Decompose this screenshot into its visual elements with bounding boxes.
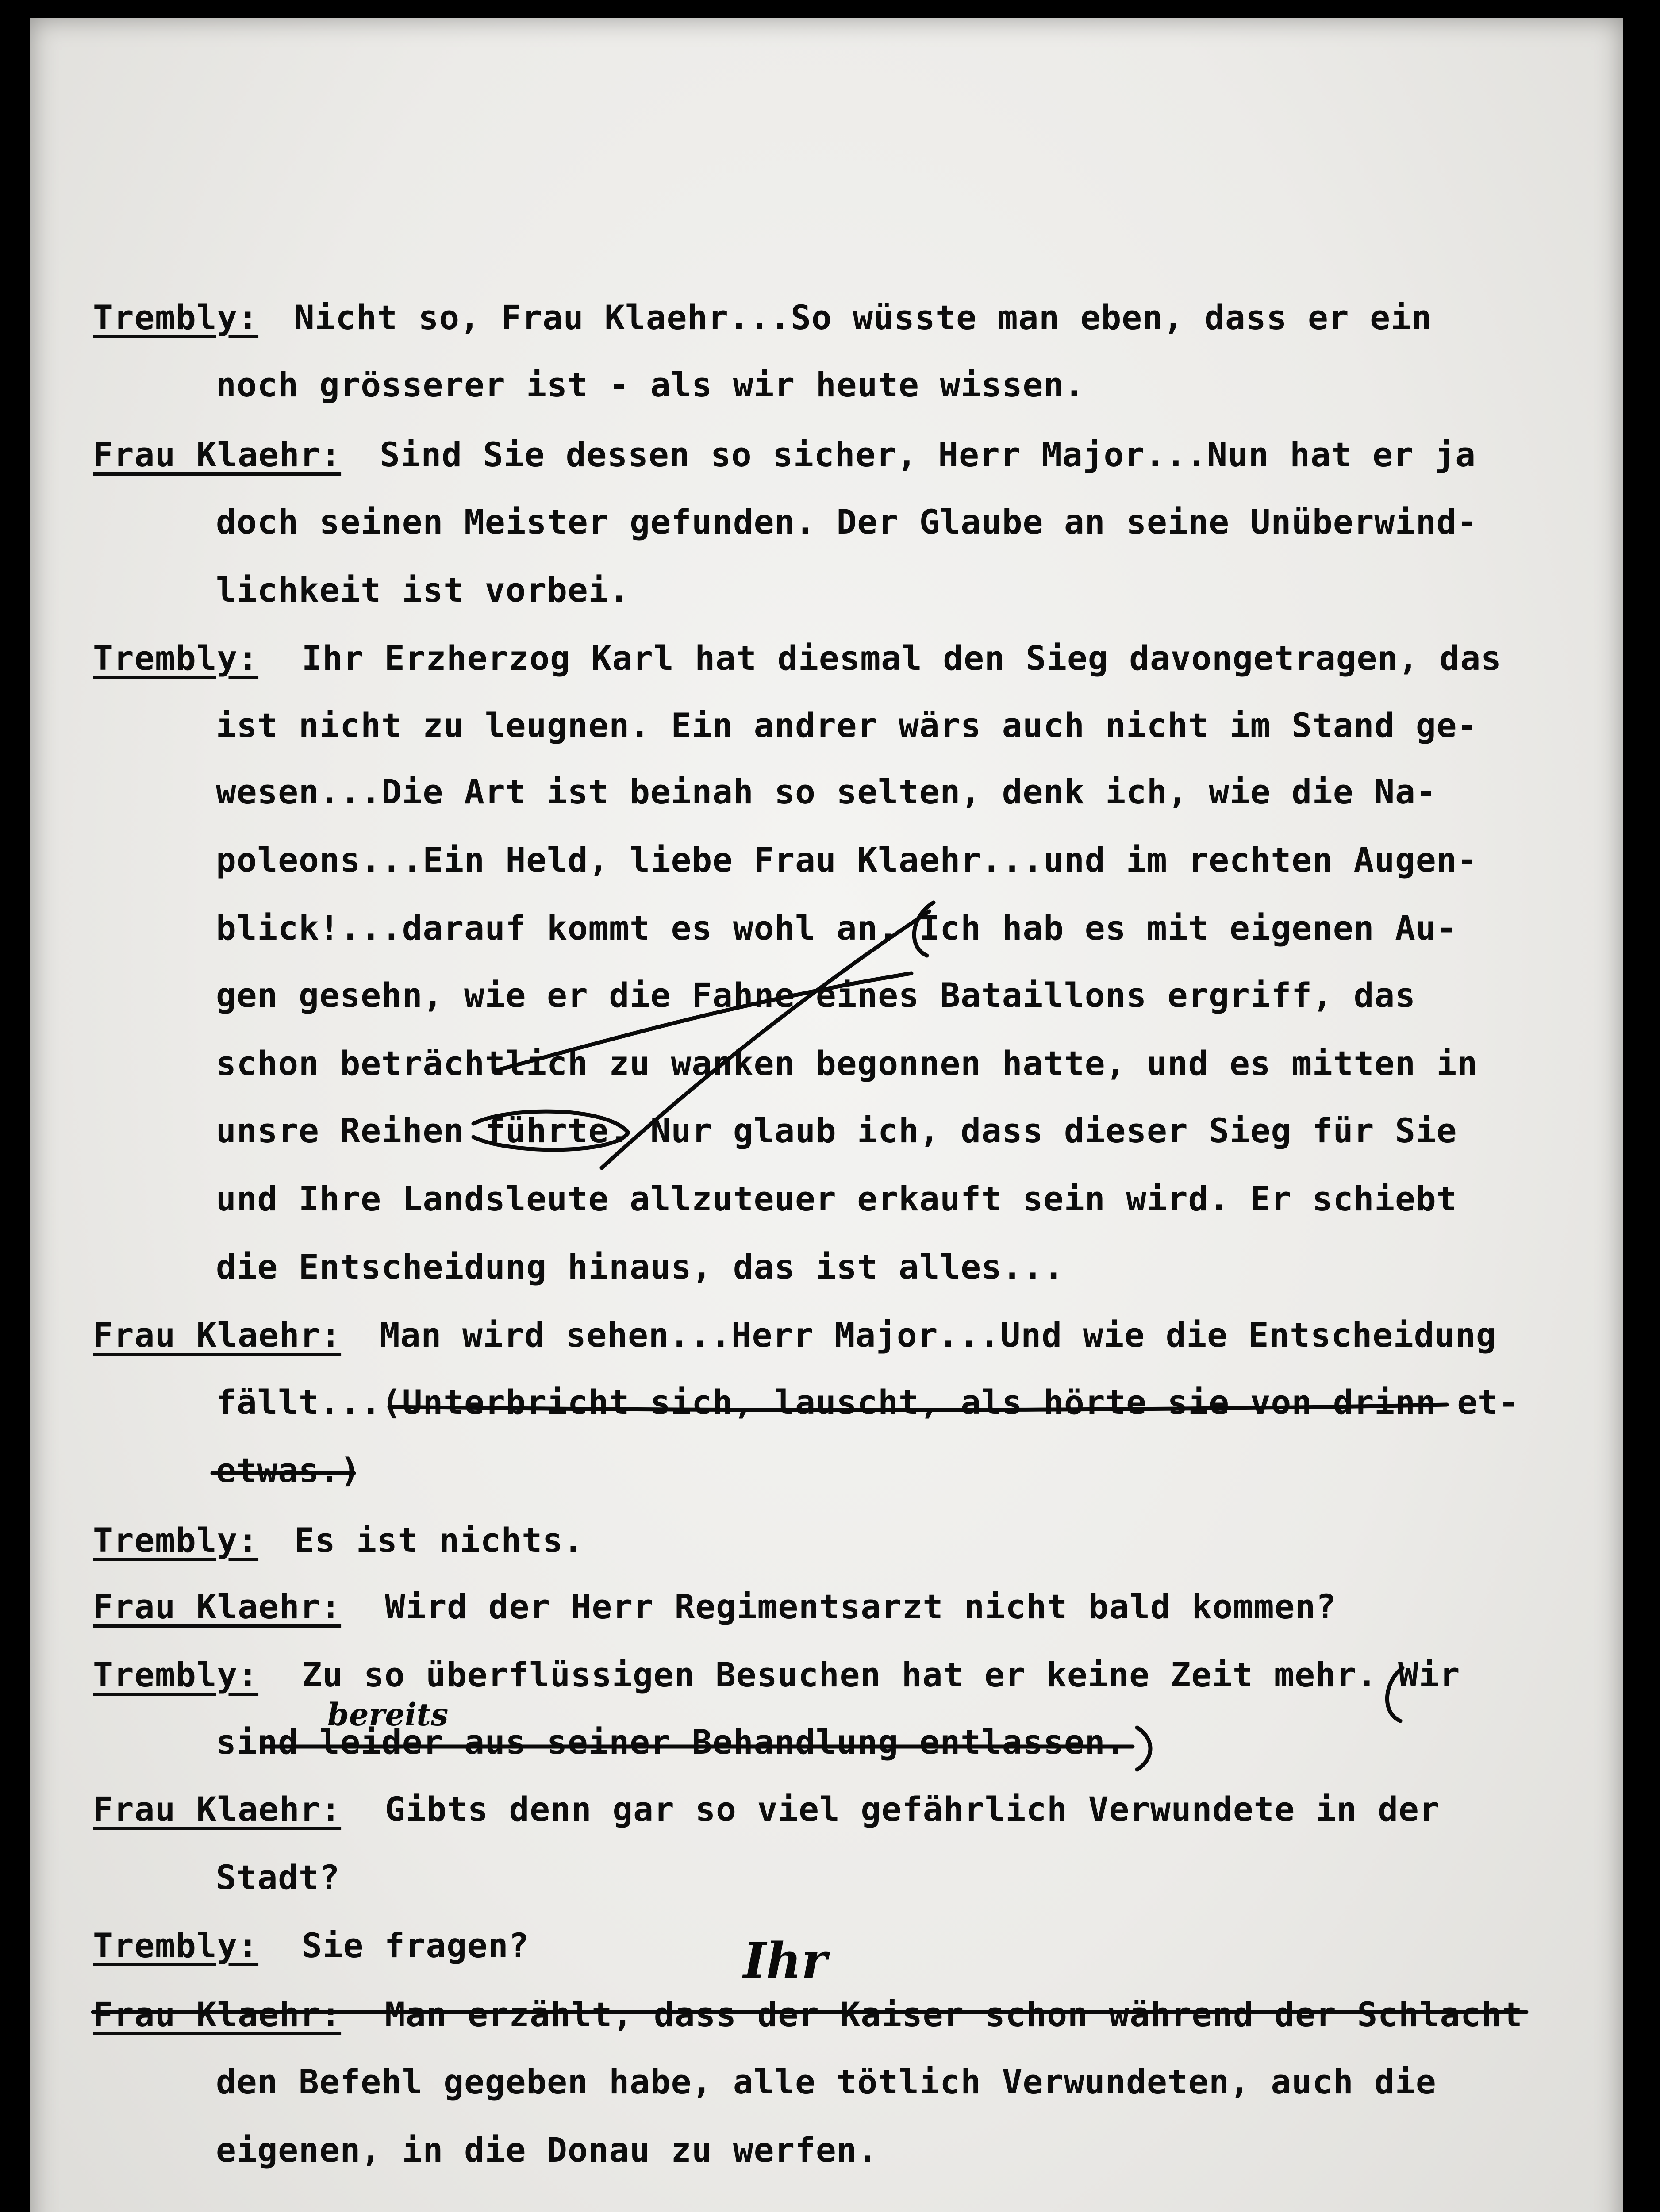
speaker-label: Trembly:	[93, 298, 259, 337]
speaker-label: Trembly:	[93, 638, 259, 678]
dialogue-line: poleons...Ein Held, liebe Frau Klaehr...und im rechten Augen-	[216, 840, 1478, 879]
dialogue-line: Sind Sie dessen so sicher, Herr Major...Nun hat er ja	[380, 435, 1476, 474]
dialogue-line: die Entscheidung hinaus, das ist alles...	[216, 1247, 1064, 1286]
speaker-label: Frau Klaehr:	[93, 1315, 342, 1355]
dialogue-line: Nicht so, Frau Klaehr...So wüsste man eben, dass er ein	[294, 298, 1432, 337]
speaker-label: Frau Klaehr:	[93, 1995, 342, 2034]
dialogue-line: den Befehl gegeben habe, alle tötlich Verwundeten, auch die	[216, 2062, 1437, 2101]
handwritten-insertion: Ihr	[743, 1932, 827, 1989]
speaker-label: Trembly:	[93, 1655, 259, 1694]
dialogue-line: Man erzählt, dass der Kaiser schon während der Schlacht	[385, 1995, 1523, 2034]
handwritten-insertion: bereits	[327, 1696, 449, 1733]
dialogue-line: doch seinen Meister gefunden. Der Glaube an seine Unüberwind-	[216, 502, 1478, 541]
dialogue-line: noch grösserer ist - als wir heute wissen.	[216, 365, 1085, 404]
dialogue-line: Man wird sehen...Herr Major...Und wie die Entscheidung	[380, 1315, 1497, 1355]
dialogue-line: etwas.)	[216, 1451, 361, 1490]
speaker-label: Trembly:	[93, 1926, 259, 1965]
dialogue-line: Stadt?	[216, 1858, 340, 1897]
speaker-label: Frau Klaehr:	[93, 1790, 342, 1829]
dialogue-line: Zu so überflüssigen Besuchen hat er keine Zeit mehr. Wir	[302, 1655, 1460, 1694]
dialogue-line: gen gesehn, wie er die Fahne eines Bataillons ergriff, das	[216, 975, 1416, 1015]
dialogue-line: Wird der Herr Regimentsarzt nicht bald kommen?	[385, 1587, 1337, 1626]
dialogue-line: Sie fragen?	[302, 1926, 530, 1965]
dialogue-line: Ihr Erzherzog Karl hat diesmal den Sieg davongetragen, das	[302, 638, 1502, 678]
speaker-label: Frau Klaehr:	[93, 435, 342, 474]
dialogue-line: Gibts denn gar so viel gefährlich Verwundete in der	[385, 1790, 1440, 1829]
dialogue-line: ist nicht zu leugnen. Ein andrer wärs auch nicht im Stand ge-	[216, 706, 1478, 745]
dialogue-line: wesen...Die Art ist beinah so selten, denk ich, wie die Na-	[216, 772, 1437, 811]
speaker-label: Frau Klaehr:	[93, 1587, 342, 1626]
dialogue-line: unsre Reihen führte. Nur glaub ich, dass dieser Sieg für Sie	[216, 1111, 1457, 1150]
dialogue-line: blick!...darauf kommt es wohl an. Ich hab es mit eigenen Au-	[216, 908, 1457, 948]
dialogue-line: eigenen, in die Donau zu werfen.	[216, 2130, 878, 2170]
dialogue-line: lichkeit ist vorbei.	[216, 570, 630, 610]
dialogue-line: sind leider aus seiner Behandlung entlassen.	[216, 1722, 1126, 1762]
dialogue-line: schon beträchtlich zu wanken begonnen hatte, und es mitten in	[216, 1044, 1478, 1083]
speaker-label: Trembly:	[93, 1521, 259, 1560]
dialogue-line: Es ist nichts.	[294, 1521, 584, 1560]
dialogue-line: fällt...(Unterbricht sich, lauscht, als hörte sie von drinn et-	[216, 1382, 1519, 1422]
dialogue-line: und Ihre Landsleute allzuteuer erkauft sein wird. Er schiebt	[216, 1179, 1457, 1218]
